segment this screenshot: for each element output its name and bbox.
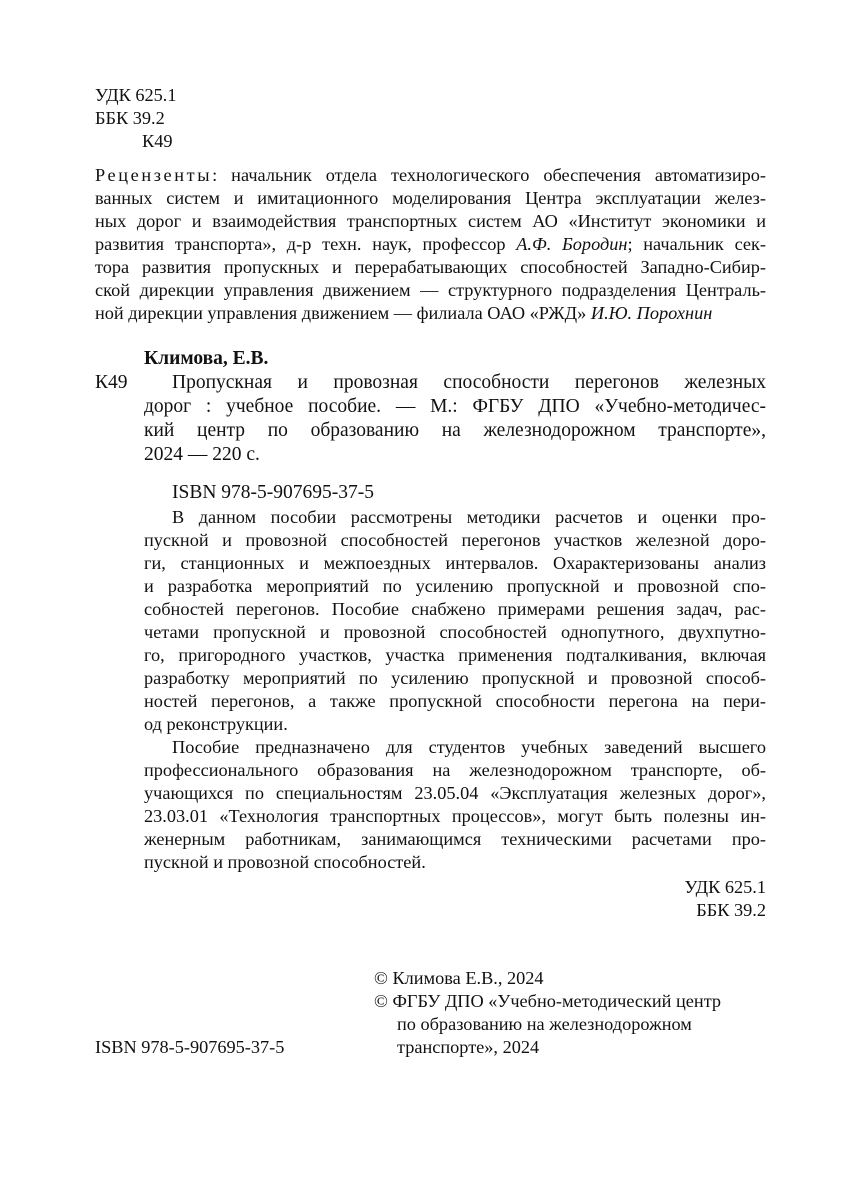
bibliography-mark: К49 xyxy=(95,372,128,393)
annotation-line: В данном пособии рассмотрены методики расчетов и оценки про- xyxy=(172,507,766,527)
annotation-line: и разработка мероприятий по усилению пропускной и провозной спо- xyxy=(144,576,766,596)
annotation-line: пускной и провозной способностей. xyxy=(144,852,426,872)
annotation-line: женерным работникам, занимающимся техническими расчетами про- xyxy=(144,829,766,849)
book-author: Климова, Е.В. xyxy=(144,348,269,369)
bbk-code-right: ББК 39.2 xyxy=(696,900,766,920)
book-title-line: дорог : учебное пособие. — М.: ФГБУ ДПО «Учебно-методичес- xyxy=(144,396,766,417)
copyright-publisher-cont: по образованию на железнодорожном xyxy=(397,1014,692,1034)
reviewer-name: А.Ф. Бородин xyxy=(516,234,628,254)
udk-code: УДК 625.1 xyxy=(95,85,177,105)
footer-isbn: ISBN 978-5-907695-37-5 xyxy=(95,1037,285,1057)
annotation-line: учающихся по специальностям 23.05.04 «Эксплуатация железных дорог», xyxy=(144,783,766,803)
isbn: ISBN 978-5-907695-37-5 xyxy=(172,482,375,503)
annotation-line: пускной и провозной способностей перегонов участков железной доро- xyxy=(144,530,766,550)
annotation-line: четами пропускной и провозной способностей однопутного, двухпутно- xyxy=(144,622,766,642)
reviewers-line: развития транспорта», д-р техн. наук, профессор А.Ф. Бородин; начальник сек- xyxy=(95,234,766,254)
annotation-line: разработку мероприятий по усилению пропускной и провозной способ- xyxy=(144,668,766,688)
copyright-publisher: © ФГБУ ДПО «Учебно-методический центр xyxy=(374,991,722,1011)
reviewer-name: И.Ю. Порохнин xyxy=(590,303,713,323)
author-mark: К49 xyxy=(142,131,173,151)
annotation-line: профессионального образования на железнодорожном транспорте, об- xyxy=(144,760,766,780)
reviewers-line: тора развития пропускных и перерабатывающих способностей Западно-Сибир- xyxy=(95,257,766,277)
book-title-line: 2024 — 220 с. xyxy=(144,444,260,465)
annotation-line: од реконструкции. xyxy=(144,714,288,734)
bbk-code: ББК 39.2 xyxy=(95,108,165,128)
reviewers-heading: Рецензенты xyxy=(95,165,213,185)
reviewers-line: ской дирекции управления движением — структурного подразделения Централь- xyxy=(95,280,766,300)
annotation-line: 23.03.01 «Технология транспортных процессов», могут быть полезны ин- xyxy=(144,806,766,826)
annotation-line: ностей перегонов, а также пропускной способности перегона на пери- xyxy=(144,691,766,711)
annotation-line: ги, станционных и межпоездных интервалов. Охарактеризованы анализ xyxy=(144,553,766,573)
annotation-line: го, пригородного участков, участка применения подталкивания, включая xyxy=(144,645,766,665)
copyright-publisher-cont: транспорте», 2024 xyxy=(397,1037,540,1057)
reviewers-line: ной дирекции управления движением — филиала ОАО «РЖД» И.Ю. Порохнин xyxy=(95,303,713,323)
book-title-line: кий центр по образованию на железнодорожном транспорте», xyxy=(144,420,766,441)
udk-code-right: УДК 625.1 xyxy=(684,877,766,897)
reviewers-line: ванных систем и имитационного моделирования Центра эксплуатации желез- xyxy=(95,188,766,208)
copyright-author: © Климова Е.В., 2024 xyxy=(374,968,544,988)
reviewers-line: ных дорог и взаимодействия транспортных систем АО «Институт экономики и xyxy=(95,211,766,231)
annotation-line: собностей перегонов. Пособие снабжено примерами решения задач, рас- xyxy=(144,599,766,619)
book-title-line: Пропускная и провозная способности перегонов железных xyxy=(172,372,766,393)
annotation-line: Пособие предназначено для студентов учебных заведений высшего xyxy=(172,737,766,757)
reviewers-line: Рецензенты: начальник отдела технологического обеспечения автоматизиро- xyxy=(95,165,766,185)
